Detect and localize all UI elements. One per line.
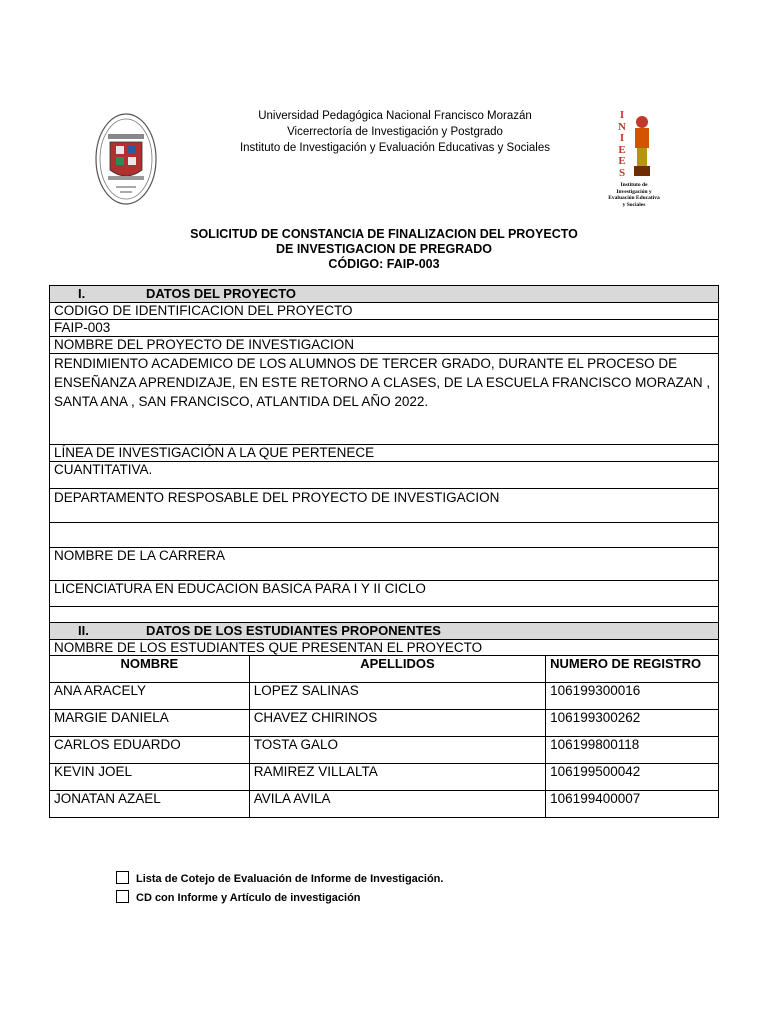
title-line-2: DE INVESTIGACION DE PREGRADO bbox=[276, 242, 492, 256]
project-data-table bbox=[49, 285, 719, 818]
table-row: KEVIN JOEL RAMIREZ VILLALTA 106199500042 bbox=[50, 764, 719, 791]
checklist-item-label: Lista de Cotejo de Evaluación de Informe de Investigación. bbox=[136, 873, 444, 885]
checklist-item bbox=[116, 870, 443, 889]
career-label: NOMBRE DE LA CARRERA bbox=[50, 548, 719, 581]
table-row: ANA ARACELY LOPEZ SALINAS 106199300016 bbox=[50, 683, 719, 710]
students-label: NOMBRE DE LOS ESTUDIANTES QUE PRESENTAN EL PROYECTO bbox=[50, 640, 719, 656]
checkbox-icon[interactable] bbox=[116, 890, 129, 903]
checkbox-icon[interactable] bbox=[116, 871, 129, 884]
project-code-label: CODIGO DE IDENTIFICACION DEL PROYECTO bbox=[50, 303, 719, 320]
section-2-title: DATOS DE LOS ESTUDIANTES PROPONENTES bbox=[146, 623, 441, 638]
spacer-row bbox=[50, 607, 719, 623]
university-name: Universidad Pedagógica Nacional Francisco Morazán bbox=[258, 110, 532, 122]
section-1-header: I. DATOS DEL PROYECTO bbox=[50, 286, 719, 303]
vice-rectory-name: Vicerrectoría de Investigación y Postgrado bbox=[287, 126, 503, 138]
title-line-1: SOLICITUD DE CONSTANCIA DE FINALIZACION DEL PROYECTO bbox=[190, 227, 578, 241]
table-row: JONATAN AZAEL AVILA AVILA 106199400007 bbox=[50, 791, 719, 818]
institute-name: Instituto de Investigación y Evaluación Educativas y Sociales bbox=[239, 142, 551, 154]
section-1-title: DATOS DEL PROYECTO bbox=[146, 286, 297, 301]
table-row: MARGIE DANIELA CHAVEZ CHIRINOS 106199300262 bbox=[50, 710, 719, 737]
iniees-logo: I N I E E S Instituto de Investigación y Evaluación Educativa y Sociales bbox=[608, 109, 660, 208]
figure-icon bbox=[630, 114, 654, 180]
column-registro: NUMERO DE REGISTRO bbox=[546, 656, 719, 683]
column-nombre: NOMBRE bbox=[50, 656, 250, 683]
project-name-value: RENDIMIENTO ACADEMICO DE LOS ALUMNOS DE TERCER GRADO, DURANTE EL PROCESO DE ENSEÑANZA APRENDIZAJE, EN ESTE RETORNO A CLASES, DE LA ESCUELA FRANCISCO MORAZAN , SANTA ANA , SAN FRANCISCO, ATLANTIDA DEL AÑO 2022. bbox=[50, 354, 719, 445]
attachments-checklist bbox=[116, 870, 443, 908]
research-line-value: CUANTITATIVA. bbox=[50, 462, 719, 489]
university-seal-logo bbox=[94, 112, 158, 206]
form-title bbox=[100, 227, 668, 272]
table-row: CARLOS EDUARDO TOSTA GALO 106199800118 bbox=[50, 737, 719, 764]
checklist-item-label: CD con Informe y Artículo de investigación bbox=[136, 892, 361, 904]
research-line-label: LÍNEA DE INVESTIGACIÓN A LA QUE PERTENECE bbox=[50, 445, 719, 462]
department-label: DEPARTAMENTO RESPOSABLE DEL PROYECTO DE INVESTIGACION bbox=[50, 489, 719, 523]
project-name-label: NOMBRE DEL PROYECTO DE INVESTIGACION bbox=[50, 337, 719, 354]
section-2-header: II. DATOS DE LOS ESTUDIANTES PROPONENTES bbox=[50, 623, 719, 640]
form-code: CÓDIGO: FAIP-003 bbox=[328, 257, 440, 271]
column-apellidos: APELLIDOS bbox=[249, 656, 545, 683]
department-value bbox=[50, 523, 719, 548]
students-table-header bbox=[50, 656, 719, 683]
career-value: LICENCIATURA EN EDUCACION BASICA PARA I Y II CICLO bbox=[50, 581, 719, 607]
institution-header bbox=[200, 108, 590, 156]
checklist-item bbox=[116, 889, 443, 908]
project-code-value: FAIP-003 bbox=[50, 320, 719, 337]
